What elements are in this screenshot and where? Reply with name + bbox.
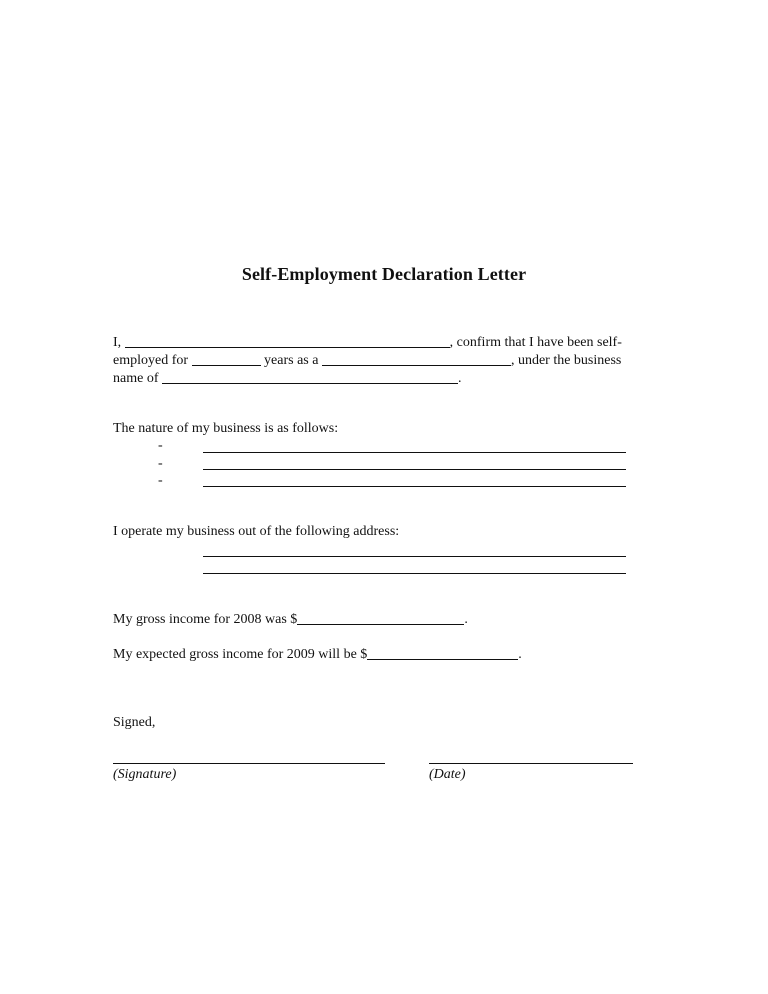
under-business-text: , under the business bbox=[510, 353, 622, 368]
years-as-label: years as a bbox=[264, 353, 319, 368]
gross-income-2008-period: . bbox=[464, 612, 468, 627]
document-title: Self-Employment Declaration Letter bbox=[241, 264, 527, 284]
declaration-line-3 bbox=[113, 369, 461, 387]
business-name-blank-field[interactable] bbox=[162, 371, 458, 384]
declaration-i-label: I, bbox=[113, 335, 122, 350]
name-of-label: name of bbox=[113, 371, 159, 386]
expected-income-2009-line bbox=[113, 645, 522, 663]
gross-income-2008-label: My gross income for 2008 was $ bbox=[113, 612, 298, 627]
address-label: I operate my business out of the following address: bbox=[113, 524, 400, 539]
nature-line-2[interactable] bbox=[203, 469, 626, 470]
nature-bullet-3: - bbox=[158, 473, 163, 488]
signed-label: Signed, bbox=[113, 715, 156, 730]
nature-line-3[interactable] bbox=[203, 486, 626, 487]
date-caption: (Date) bbox=[429, 767, 466, 782]
employed-for-label: employed for bbox=[113, 353, 189, 368]
declaration-confirm-text: , confirm that I have been self- bbox=[449, 335, 622, 350]
nature-label: The nature of my business is as follows: bbox=[113, 421, 339, 436]
signature-line[interactable] bbox=[113, 763, 385, 764]
date-line[interactable] bbox=[429, 763, 633, 764]
years-blank-field[interactable] bbox=[192, 353, 261, 366]
line3-period: . bbox=[457, 371, 462, 386]
expected-income-2009-period: . bbox=[518, 647, 522, 662]
expected-income-2009-blank[interactable] bbox=[367, 647, 518, 660]
nature-bullet-2: - bbox=[158, 456, 163, 471]
signature-caption: (Signature) bbox=[113, 767, 177, 782]
gross-income-2008-line bbox=[113, 610, 468, 628]
nature-line-1[interactable] bbox=[203, 452, 626, 453]
name-blank-field[interactable] bbox=[125, 335, 450, 348]
nature-bullet-1: - bbox=[158, 438, 163, 453]
address-line-2[interactable] bbox=[203, 573, 626, 574]
address-line-1[interactable] bbox=[203, 556, 626, 557]
declaration-line-2 bbox=[113, 351, 621, 369]
declaration-line-1 bbox=[113, 333, 622, 351]
occupation-blank-field[interactable] bbox=[322, 353, 511, 366]
expected-income-2009-label: My expected gross income for 2009 will be $ bbox=[113, 647, 368, 662]
gross-income-2008-blank[interactable] bbox=[297, 612, 464, 625]
